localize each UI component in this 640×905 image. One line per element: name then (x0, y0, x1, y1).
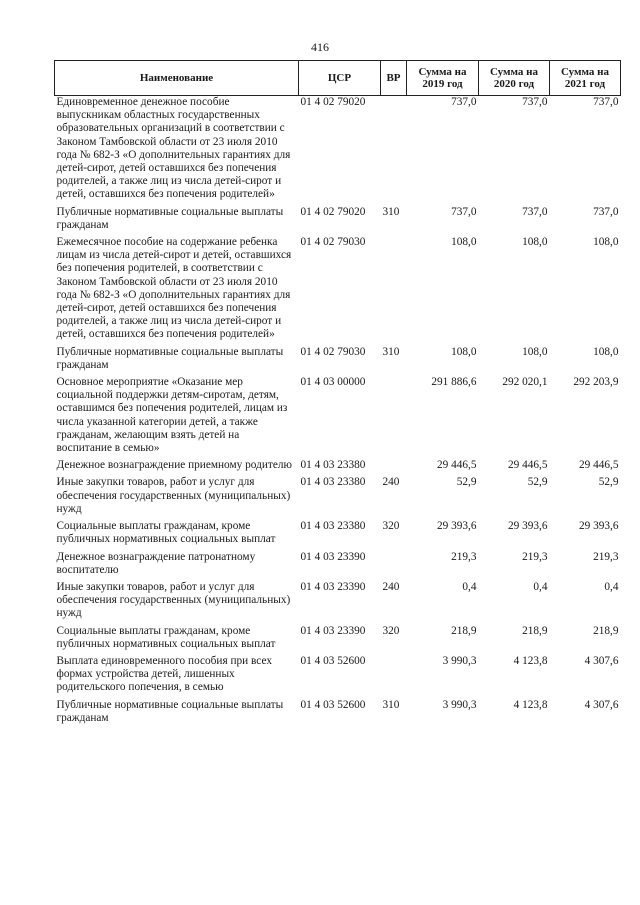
cell-sum-2019: 3 990,3 (442, 698, 477, 711)
cell-sum-2021: 737,0 (593, 205, 619, 218)
cell-sum-2021: 292 203,9 (573, 376, 619, 389)
cell-sum-2020: 108,0 (522, 236, 548, 249)
table-row (55, 459, 621, 476)
cell-name: Публичные нормативные социальные выплаты гражданам (56, 205, 284, 231)
table-row (55, 376, 621, 459)
table-row (55, 520, 621, 550)
cell-name: Денежное вознаграждение приемному родителю (56, 459, 292, 472)
cell-vr (381, 236, 407, 346)
cell-sum-2021: 4 307,6 (584, 698, 619, 711)
budget-table (54, 60, 621, 729)
cell-code: 01 4 03 52600 (300, 654, 366, 667)
cell-sum-2021: 218,9 (593, 624, 619, 637)
table-row (55, 581, 621, 625)
cell-vr: 310 (382, 698, 400, 711)
table-row (55, 625, 621, 655)
header-code: ЦСР (299, 61, 381, 96)
table-row (55, 236, 621, 346)
cell-name: Социальные выплаты гражданам, кроме публичных нормативных социальных выплат (56, 520, 276, 546)
cell-sum-2020: 218,9 (522, 624, 548, 637)
header-name: Наименование (55, 61, 299, 96)
cell-name: Единовременное денежное пособие выпускникам областных государственных образовательных организаций в соответствии с Законом Тамбовской области от 23 июля 2010 года № 682-З «О дополнительных гарантиях для детей-сирот, детей оставшихся без попечения родителей, а также лиц из числа детей-сирот и детей, оставшихся без попечения родителей» (56, 96, 291, 201)
cell-code: 01 4 03 23390 (300, 624, 366, 637)
cell-sum-2019: 52,9 (456, 476, 477, 489)
cell-sum-2019: 29 393,6 (436, 520, 477, 533)
cell-sum-2019: 291 886,6 (431, 376, 477, 389)
cell-sum-2019: 0,4 (462, 580, 477, 593)
cell-sum-2019: 219,3 (451, 550, 477, 563)
cell-name: Иные закупки товаров, работ и услуг для обеспечения государственных (муниципальных) нужд (56, 476, 291, 515)
cell-sum-2019: 218,9 (451, 624, 477, 637)
cell-code: 01 4 03 23390 (300, 550, 366, 563)
cell-sum-2020: 737,0 (522, 96, 548, 108)
cell-code: 01 4 02 79030 (300, 345, 366, 358)
cell-code: 01 4 03 23380 (300, 459, 366, 472)
cell-sum-2021: 219,3 (593, 550, 619, 563)
table-row (55, 699, 621, 729)
cell-vr: 240 (382, 476, 400, 489)
cell-vr: 310 (382, 345, 400, 358)
cell-sum-2020: 4 123,8 (513, 698, 548, 711)
table-row (55, 551, 621, 581)
cell-vr (381, 96, 407, 206)
cell-code: 01 4 03 00000 (300, 376, 366, 389)
cell-sum-2021: 4 307,6 (584, 654, 619, 667)
cell-sum-2020: 219,3 (522, 550, 548, 563)
cell-vr: 240 (382, 580, 400, 593)
cell-sum-2020: 4 123,8 (513, 654, 548, 667)
cell-sum-2019: 108,0 (451, 345, 477, 358)
page-number: 416 (311, 40, 329, 54)
header-sum-2020: Сумма на 2020 год (479, 61, 550, 96)
cell-sum-2021: 29 446,5 (578, 459, 619, 472)
table-row (55, 655, 621, 699)
cell-vr (381, 655, 407, 699)
cell-sum-2020: 108,0 (522, 345, 548, 358)
cell-sum-2019: 737,0 (451, 205, 477, 218)
header-sum-2019: Сумма на 2019 год (407, 61, 479, 96)
cell-code: 01 4 03 23380 (300, 476, 366, 489)
cell-name: Основное мероприятие «Оказание мер социальной поддержки детям-сиротам, детям, оставшимся без попечения родителей, лицам из числа указанной категории детей, а также гражданам, желающим взять детей на воспитание в семью» (56, 376, 288, 455)
cell-vr: 310 (382, 205, 400, 218)
cell-sum-2019: 108,0 (451, 236, 477, 249)
table-row (55, 346, 621, 376)
cell-vr (381, 459, 407, 476)
table-row (55, 96, 621, 206)
cell-sum-2020: 52,9 (527, 476, 548, 489)
cell-sum-2020: 29 446,5 (507, 459, 548, 472)
header-vr: ВР (381, 61, 407, 96)
cell-code: 01 4 02 79020 (300, 205, 366, 218)
cell-code: 01 4 03 23390 (300, 580, 366, 593)
cell-sum-2021: 108,0 (593, 236, 619, 249)
cell-sum-2019: 29 446,5 (436, 459, 477, 472)
cell-code: 01 4 03 23380 (300, 520, 366, 533)
cell-sum-2020: 737,0 (522, 205, 548, 218)
cell-sum-2020: 29 393,6 (507, 520, 548, 533)
cell-name: Ежемесячное пособие на содержание ребенка лицам из числа детей-сирот и детей, оставшихся без попечения родителей, в соответствии с Законом Тамбовской области от 23 июля 2010 года № 682-З «О дополнительных гарантиях для детей-сирот, детей оставшихся без попечения родителей, а также лиц из числа детей-сирот и детей, оставшихся без попечения родителей» (56, 236, 292, 341)
cell-code: 01 4 03 52600 (300, 698, 366, 711)
cell-code: 01 4 02 79030 (300, 236, 366, 249)
cell-vr: 320 (382, 624, 400, 637)
cell-name: Денежное вознаграждение патронатному воспитателю (56, 550, 256, 576)
cell-vr (381, 376, 407, 459)
cell-name: Социальные выплаты гражданам, кроме публичных нормативных социальных выплат (56, 624, 276, 650)
cell-vr: 320 (382, 520, 400, 533)
cell-name: Публичные нормативные социальные выплаты гражданам (56, 345, 284, 371)
cell-name: Выплата единовременного пособия при всех формах устройства детей, лишенных родительского попечения, в семью (56, 654, 272, 694)
cell-name: Иные закупки товаров, работ и услуг для обеспечения государственных (муниципальных) нужд (56, 580, 291, 620)
table-body (55, 96, 621, 729)
cell-vr (381, 551, 407, 581)
table-row (55, 476, 621, 520)
cell-sum-2021: 52,9 (598, 476, 619, 489)
cell-sum-2021: 29 393,6 (578, 520, 619, 533)
cell-sum-2021: 737,0 (593, 96, 619, 108)
cell-sum-2019: 3 990,3 (442, 654, 477, 667)
table-row (55, 206, 621, 236)
cell-sum-2020: 292 020,1 (502, 376, 548, 389)
cell-sum-2021: 108,0 (593, 345, 619, 358)
cell-code: 01 4 02 79020 (300, 96, 366, 108)
cell-sum-2020: 0,4 (533, 580, 548, 593)
cell-sum-2021: 0,4 (604, 580, 619, 593)
table-header (55, 61, 621, 96)
cell-name: Публичные нормативные социальные выплаты гражданам (56, 698, 284, 724)
cell-sum-2019: 737,0 (451, 96, 477, 108)
header-sum-2021: Сумма на 2021 год (550, 61, 621, 96)
